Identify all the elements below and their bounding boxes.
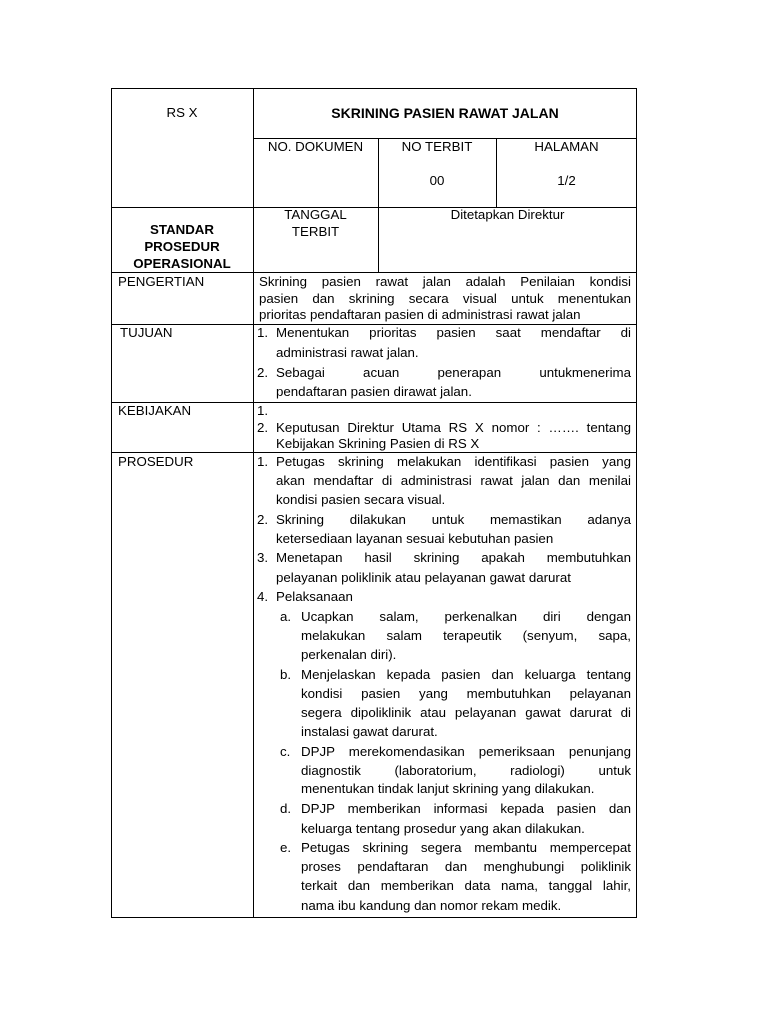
sub-item-a-line-2: melakukan salam terapeutik (senyum, sapa,	[301, 628, 631, 643]
tanggal-terbit-line1: TANGGAL	[284, 207, 347, 222]
tujuan-item-1-line-2: administrasi rawat jalan.	[276, 345, 419, 360]
prosedur-item-4-line-1: Pelaksanaan	[276, 589, 353, 604]
tujuan-item-2-line-2: pendaftaran pasien dirawat jalan.	[276, 384, 472, 399]
pengertian-line-2: pasien dan skrining secara visual untuk menentukan	[259, 291, 631, 306]
prosedur-item-4-number: 4.	[257, 589, 269, 604]
sub-item-e-letter: e.	[280, 840, 292, 855]
sub-item-b-line-1: Menjelaskan kepada pasien dan keluarga tentang	[301, 667, 631, 682]
sop-label-line3: OPERASIONAL	[133, 256, 231, 271]
ditetapkan-direktur: Ditetapkan Direktur	[450, 207, 565, 222]
sub-item-b-line-3: segera dipoliklinik atau pelayanan gawat darurat di	[301, 705, 631, 720]
pengertian-label: PENGERTIAN	[118, 274, 205, 289]
prosedur-item-1-number: 1.	[257, 454, 269, 469]
no-terbit-label: NO TERBIT	[401, 139, 473, 154]
sub-item-d-letter: d.	[280, 801, 292, 816]
sub-item-e-line-1: Petugas skrining segera membantu mempercepat	[301, 840, 631, 855]
sop-label-line2: PROSEDUR	[144, 239, 220, 254]
prosedur-item-1-line-1: Petugas skrining melakukan identifikasi pasien yang	[276, 454, 631, 469]
sub-item-c-line-3: menentukan tindak lanjut skrining yang dilakukan.	[301, 781, 595, 796]
sub-item-e-line-3: terkait dan memberikan data nama, tanggal lahir,	[301, 878, 631, 893]
sub-item-b-line-2: kondisi pasien yang membutuhkan pelayanan	[301, 686, 631, 701]
pengertian-line-1: Skrining pasien rawat jalan adalah Penilaian kondisi	[259, 274, 631, 289]
no-dokumen-label: NO. DOKUMEN	[267, 139, 364, 154]
kebijakan-item-2-line-2: Kebijakan Skrining Pasien di RS X	[276, 436, 480, 451]
prosedur-item-3-line-2: pelayanan poliklinik atau pelayanan gawat darurat	[276, 570, 571, 585]
sub-item-c-line-1: DPJP merekomendasikan pemeriksaan penunjang	[301, 744, 631, 759]
sub-item-d-line-1: DPJP memberikan informasi kepada pasien dan	[301, 801, 631, 816]
prosedur-item-1-line-3: kondisi pasien secara visual.	[276, 492, 446, 507]
sop-document	[111, 88, 637, 918]
prosedur-item-1-line-2: akan mendaftar di administrasi rawat jalan dan menilai	[276, 473, 631, 488]
tujuan-item-1-number: 1.	[257, 325, 269, 340]
sub-item-a-line-3: perkenalan diri).	[301, 647, 397, 662]
tanggal-terbit-line2: TERBIT	[291, 224, 340, 239]
prosedur-item-3-number: 3.	[257, 550, 269, 565]
sub-item-c-letter: c.	[280, 744, 291, 759]
sub-item-e-line-2: proses pendaftaran dan menghubungi poliklinik	[301, 859, 631, 874]
document-title: SKRINING PASIEN RAWAT JALAN	[331, 105, 559, 121]
tujuan-label: TUJUAN	[120, 325, 173, 340]
sop-label-line1: STANDAR	[149, 222, 215, 237]
halaman-value: 1/2	[557, 173, 576, 188]
kebijakan-label: KEBIJAKAN	[118, 403, 192, 418]
hospital-name: RS X	[166, 105, 198, 120]
sub-item-e-line-4: nama ibu kandung dan nomor rekam medik.	[301, 898, 562, 913]
sub-item-c-line-2: diagnostik (laboratorium, radiologi) untuk	[301, 763, 631, 778]
prosedur-item-2-line-2: ketersediaan layanan sesuai kebutuhan pasien	[276, 531, 554, 546]
sub-item-d-line-2: keluarga tentang prosedur yang akan dilakukan.	[301, 821, 585, 836]
pengertian-line-3: prioritas pendaftaran pasien di administrasi rawat jalan	[259, 307, 581, 322]
kebijakan-item-2-number: 2.	[257, 420, 269, 435]
tujuan-item-1-line-1: Menentukan prioritas pasien saat mendaftar di	[276, 325, 631, 340]
no-terbit-value: 00	[429, 173, 445, 188]
prosedur-item-2-line-1: Skrining dilakukan untuk memastikan adanya	[276, 512, 631, 527]
sub-item-b-letter: b.	[280, 667, 292, 682]
tujuan-item-2-line-1: Sebagai acuan penerapan untukmenerima	[276, 365, 631, 380]
table-border-bottom	[111, 917, 637, 918]
kebijakan-item-1-number: 1.	[257, 403, 269, 418]
table-border-top	[111, 88, 637, 89]
sub-item-a-line-1: Ucapkan salam, perkenalkan diri dengan	[301, 609, 631, 624]
prosedur-label: PROSEDUR	[118, 454, 194, 469]
tujuan-item-2-number: 2.	[257, 365, 269, 380]
prosedur-item-3-line-1: Menetapan hasil skrining apakah membutuhkan	[276, 550, 631, 565]
prosedur-item-2-number: 2.	[257, 512, 269, 527]
sub-item-b-line-4: instalasi gawat darurat.	[301, 724, 438, 739]
header-col-divider-1	[378, 138, 379, 272]
table-border-left	[111, 88, 112, 918]
sub-item-a-letter: a.	[280, 609, 292, 624]
halaman-label: HALAMAN	[534, 139, 599, 154]
kebijakan-item-2-line-1: Keputusan Direktur Utama RS X nomor : ……. tentang	[276, 420, 631, 435]
